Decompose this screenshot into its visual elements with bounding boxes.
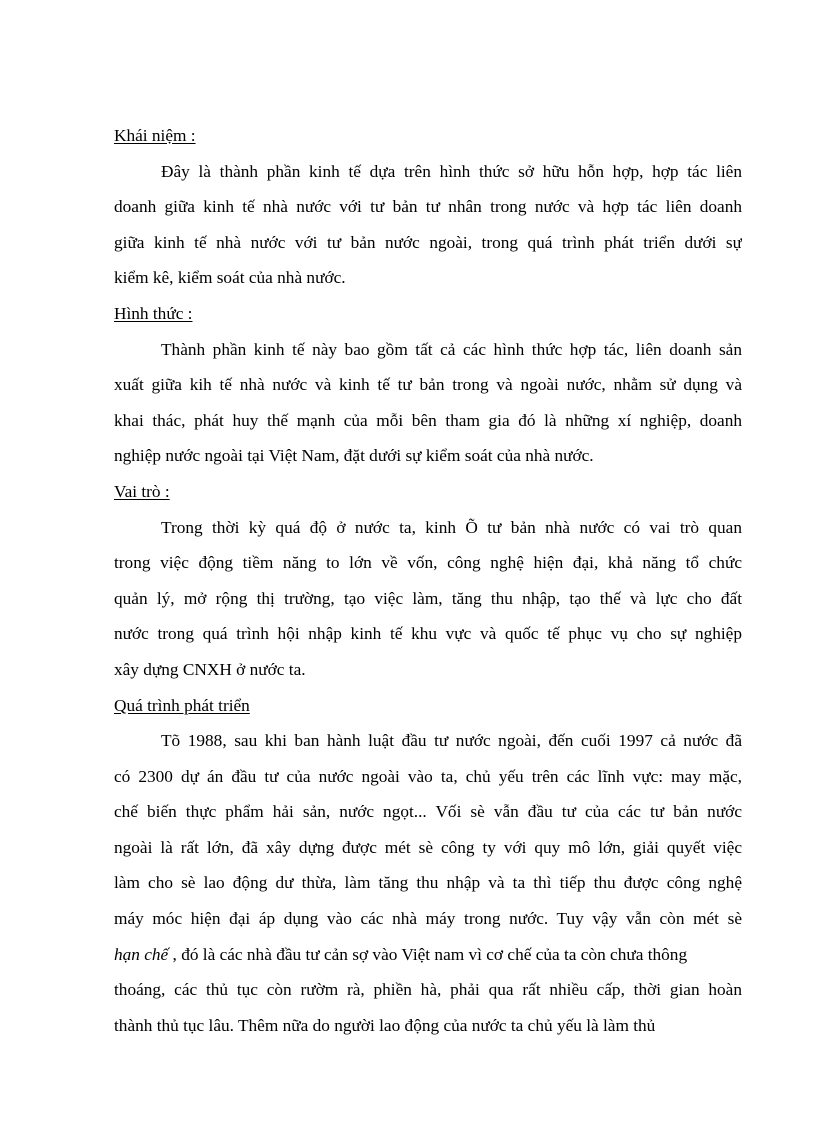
text-line: doanh giữa kinh tế nhà nước với tư bản tư nhân trong nước và hợp tác liên doanh — [114, 197, 742, 217]
text-line: giữa kinh tế nhà nước với tư bản nước ngoài, trong quá trình phát triển dưới sự — [114, 232, 742, 252]
paragraph-hinh-thuc — [114, 332, 742, 474]
text-line: xuất giữa kih tế nhà nước và kinh tế tư bản trong và ngoài nước, nhằm sử dụng và — [114, 375, 742, 395]
text-line: nghiệp nước ngoài tại Việt Nam, đặt dưới sự kiểm soát của nhà nước. — [114, 446, 594, 466]
text-line: ngoài là rất lớn, đã xây dựng được mét sè công ty với quy mô lớn, giải quyết việc — [114, 837, 742, 857]
text-line: xây dựng CNXH ở nước ta. — [114, 659, 306, 679]
text-line: quản lý, mở rộng thị trường, tạo việc làm, tăng thu nhập, tạo thế và lực cho đất — [114, 588, 742, 608]
text-line: Tõ 1988, sau khi ban hành luật đầu tư nước ngoài, đến cuối 1997 cả nước đã — [161, 731, 742, 751]
emphasis-han-che: hạn chế — [114, 944, 169, 964]
paragraph-khai-niem — [114, 154, 742, 296]
heading-khai-niem: Khái niệm : — [114, 126, 196, 145]
text-line — [114, 937, 742, 973]
paragraph-qua-trinh-phat-trien — [114, 723, 742, 1043]
paragraph-vai-tro — [114, 510, 742, 688]
document-body — [114, 118, 742, 1043]
text-line: kiểm kê, kiểm soát của nhà nước. — [114, 268, 346, 288]
heading-vai-tro: Vai trò : — [114, 481, 170, 501]
heading-qua-trinh-phat-trien: Quá trình phát triển — [114, 695, 250, 715]
heading-hinh-thuc: Hình thức : — [114, 303, 193, 323]
text-line: chế biến thực phẩm hải sản, nước ngọt... Vối sè vẫn đầu tư của các tư bản nước — [114, 802, 742, 822]
text-line: khai thác, phát huy thế mạnh của mỗi bên tham gia đó là những xí nghiệp, doanh — [114, 410, 742, 430]
text-line: có 2300 dự án đầu tư của nước ngoài vào ta, chủ yếu trên các lĩnh vực: may mặc, — [114, 766, 742, 786]
text-line: nước trong quá trình hội nhập kinh tế khu vực và quốc tế phục vụ cho sự nghiệp — [114, 624, 742, 644]
text-line: thoáng, các thủ tục còn rườm rà, phiền hà, phải qua rất nhiều cấp, thời gian hoàn — [114, 980, 742, 1000]
text-line: Thành phần kinh tế này bao gồm tất cả các hình thức hợp tác, liên doanh sản — [161, 339, 742, 359]
text-line: thành thủ tục lâu. Thêm nữa do người lao động của nước ta chủ yếu là làm thủ — [114, 1015, 656, 1035]
text-line: Đây là thành phần kinh tế dựa trên hình thức sở hữu hỗn hợp, hợp tác liên — [161, 161, 742, 181]
text-line-tail: , đó là các nhà đầu tư cản sợ vào Việt nam vì cơ chế của ta còn chưa thông — [168, 944, 688, 964]
text-line: làm cho sè lao động dư thừa, làm tăng thu nhập và ta thì tiếp thu được công nghệ — [114, 873, 742, 893]
text-line: Trong thời kỳ quá độ ở nước ta, kinh Õ tư bản nhà nước có vai trò quan — [161, 517, 742, 537]
text-line: trong việc động tiềm năng to lớn về vốn, công nghệ hiện đại, khả năng tổ chức — [114, 553, 742, 573]
text-line: máy móc hiện đại áp dụng vào các nhà máy trong nước. Tuy vậy vẫn còn mét sè — [114, 909, 742, 929]
